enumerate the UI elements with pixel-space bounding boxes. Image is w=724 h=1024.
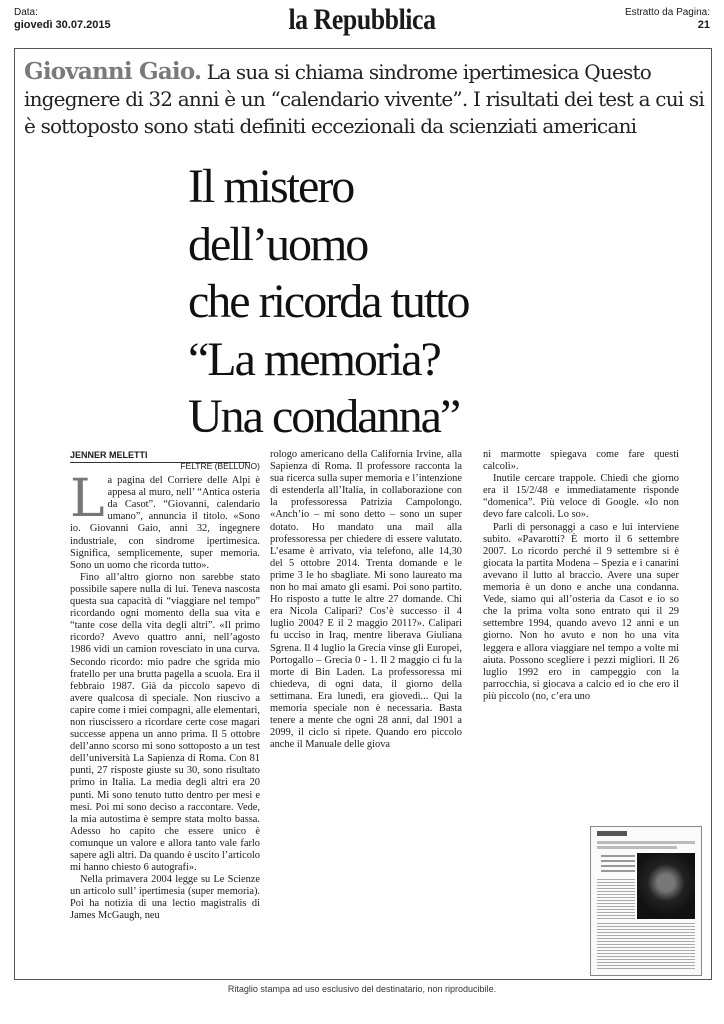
paragraph: ni marmotte spiegava come fare questi calcoli».: [483, 449, 679, 473]
paragraph: rologo americano della California Irvine, alla Sapienza di Roma. Il professore racconta la sua ricerca sulla super memoria e l’intenzione di estenderla all’Italia, in collaborazione con la professoressa Patrizia Campolongo. «Anch’io – mi sono detto – sono un super dotato. Ho mandato una mail alla professoressa per chiedere di essere valutato. L’esame è arrivato, via telefono, alle 14,30 del 5 ottobre 2014. Trenta domande e le prime 3 le ho sbagliate. Mi sono laureato ma non ho mai amato gli esami. Poi sono partito. Ho risposto a tutte le altre 27 domande. Chi era Nicola Calipari? Cos’è successo il 4 luglio 2004? E il 2 maggio 2011?». Calipari fu ucciso in Iraq, mentre liberava Giuliana Sgrena. Il 4 luglio la Grecia vinse gli Europei, Portogallo – Grecia 0 - 1. Il 2 maggio ci fu la morte di Bin Laden. La professoressa mi chiedeva, di ogni data, il giorno della settimana. Era lunedì, era giovedì... Qui la memoria speciale non è necessaria. Basta tenere a mente che ogni 28 anni, dal 1901 a 2099, il ciclo si ripete. Quando ero piccolo anche il Manuale delle giova: [270, 449, 462, 751]
title-line: Il mistero: [188, 160, 354, 213]
paragraph: Fino all’altro giorno non sarebbe stato possibile sapere nulla di lui. Teneva nascosta questa sua capacità di “viaggiare nel tempo” ricordando ogni momento della sua vita e “tante cose della vita degli altri”. «Il primo ricordo? Avevo quattro anni, nell’agosto 1986 vidi un camion rovesciato in una curva. Secondo ricordo: mio padre che sgrida mio fratello per una brutta pagella a scuola. Era il febbraio 1987. Già da piccolo sapevo di avere qualcosa di speciale. Non riuscivo a capire come i miei compagni, alle elementari, non riuscissero a ricordare certe cose magari successe appena un anno prima. Il 5 ottobre dell’anno scorso mi sono sottoposto a un test dell’università La Sapienza di Roma. Con 81 punti, 27 risposte giuste su 30, sono risultato primo in Italia. La media degli altri era 20 punti. Mi sono tenuto tutto dentro per mesi e mesi. Poi mi sono deciso a raccontare. Vede, la mia autostima è sempre stata molto bassa. Adesso ho capito che essere unico è comunque un valore e allora tanto vale farlo sapere agli altri. Da quando è uscito l’articolo mi hanno chiesto 6 autografi».: [70, 571, 260, 874]
thumbnail-text: [597, 923, 695, 969]
article-title: [188, 158, 708, 446]
thumbnail-kicker: [597, 846, 677, 849]
thumbnail-title: [601, 855, 635, 875]
thumbnail-kicker: [597, 841, 695, 844]
text-column-3: [483, 449, 679, 703]
masthead-logo: la Repubblica: [288, 3, 436, 36]
text-column-2: [270, 449, 462, 751]
paragraph: Parli di personaggi a caso e lui interviene subito. «Pavarotti? È morto il 6 settembre 2007. Lo ricordo perché il 9 settembre si è giocata la partita Modena – Spezia e i canarini avevano il lutto al braccio. Avere una super memoria è un dono e anche una condanna. Vede, siamo qui all’osteria da Casot e io so che la prima volta sono entrato qui il 29 settembre 1994, quando avevo 12 anni e un giorno. Non ho avuto e non ho una vita leggera e allora viaggiare nel tempo a volte mi aiuta. Possono scegliere i pezzi migliori. Il 26 luglio 1992 ero in campeggio con la parrocchia, si giocava a calcio ed io che ero il più piccolo (no, c’era uno: [483, 521, 679, 702]
kicker-text: La sua si chiama sindrome ipertimesica Questo ingegnere di 32 anni è un “calendario vivente”. I risultati dei test a cui si è sottoposto sono stati definiti eccezionali da scienziati americani: [24, 60, 704, 138]
footer-notice: Ritaglio stampa ad uso esclusivo del destinatario, non riproducibile.: [227, 984, 497, 994]
thumbnail-masthead: [597, 831, 627, 836]
title-line: che ricorda tutto: [188, 275, 469, 328]
title-line: “La memoria?: [188, 332, 440, 386]
page-thumbnail: [590, 826, 702, 976]
title-line: dell’uomo: [188, 217, 368, 271]
extract-label: Estratto da Pagina:: [624, 7, 710, 18]
text-column-1: [70, 460, 260, 923]
paragraph: [70, 469, 260, 572]
paragraph: Nella primavera 2004 legge su Le Scienze un articolo sull’ ipertimesia (super memoria). Poi ha notizia di una lectio magistralis di James McGaugh, neu: [70, 874, 260, 922]
paragraph: Inutile cercare trappole. Chiedi che giorno era il 15/2/48 e immediatamente risponde “domenica”. Più veloce di Google. «Io non devo fare calcoli. Lo so».: [483, 473, 679, 521]
byline: JENNER MELETTI: [70, 450, 250, 463]
drop-cap: L: [70, 469, 105, 530]
title-line: Una condanna”: [188, 390, 460, 443]
kicker-name: Giovanni Gaio.: [24, 58, 202, 85]
page-number: 21: [697, 19, 710, 31]
date-label: Data:: [14, 7, 38, 18]
date-value: giovedì 30.07.2015: [14, 19, 111, 31]
article-kicker: [24, 58, 704, 140]
dateline: FELTRE (BELLUNO): [180, 461, 260, 471]
thumbnail-text: [597, 879, 635, 919]
paragraph-text: a pagina del Corriere delle Alpi è appesa al muro, nell’ “Antica osteria da Casot”. “Giovanni, calendario umano”, annuncia il titolo. «Sono io. Giovanni Gaio, anni 32, ingegnere industriale, con sindrome ipertimesica. Significa, semplicemente, super memoria. Sono un uomo che ricorda tutto».: [70, 475, 260, 571]
thumbnail-photo: [637, 853, 695, 919]
page-block: [625, 6, 710, 32]
